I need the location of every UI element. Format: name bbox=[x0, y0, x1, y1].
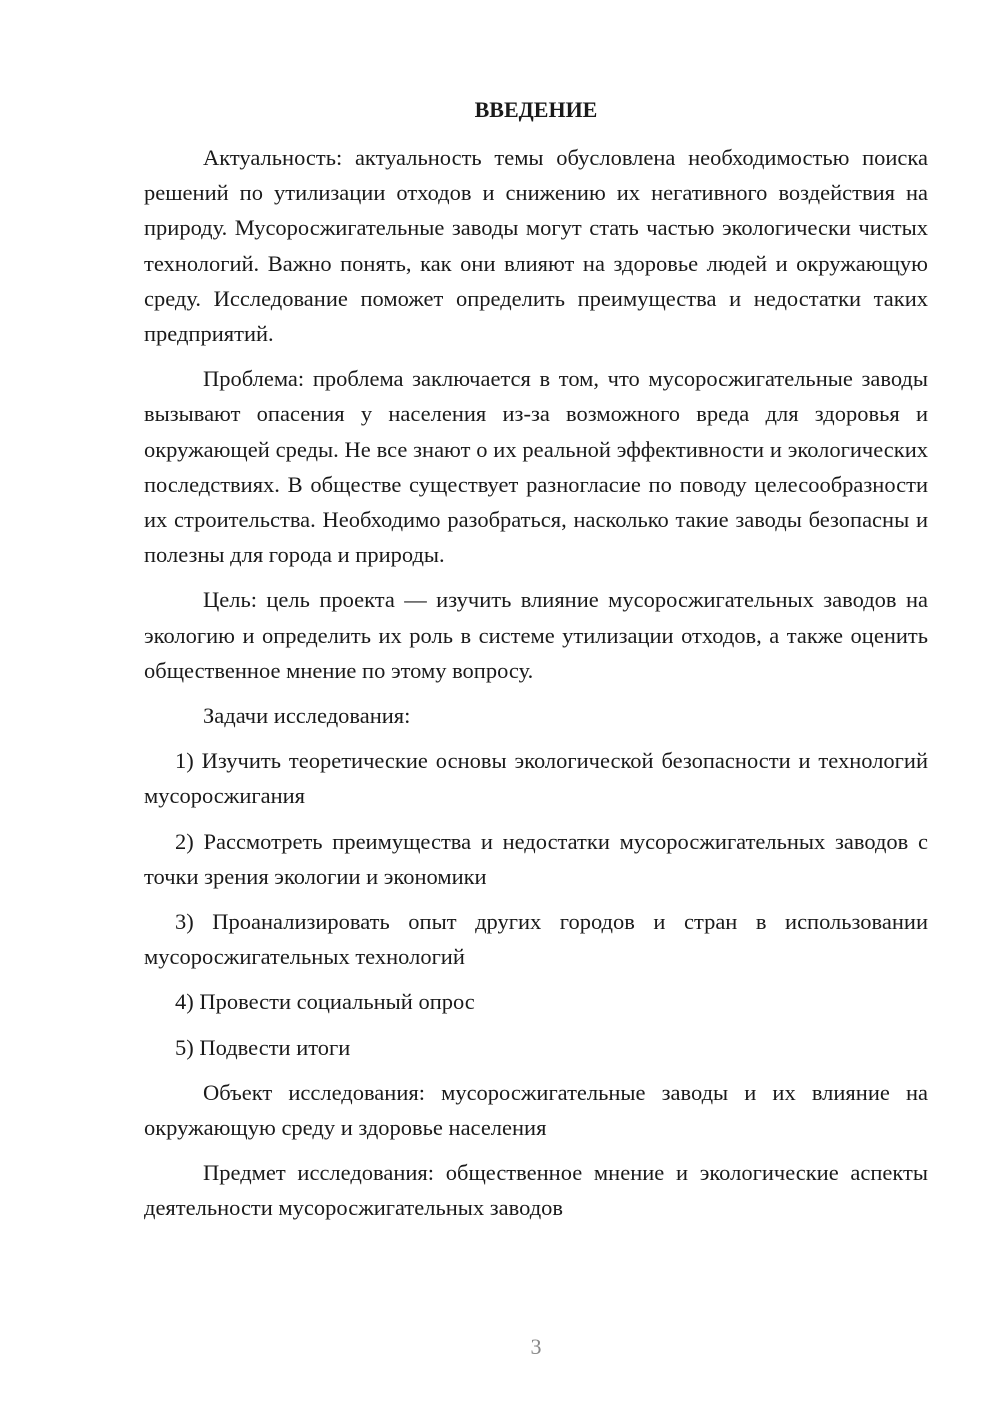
page-content bbox=[144, 94, 928, 1236]
relevance-paragraph: Актуальность: актуальность темы обусловлена необходимостью поиска решений по утилизации отходов и снижению их негативного воздействия на природу. Мусоросжигательные заводы могут стать частью экологически чистых технологий. Важно понять, как они влияют на здоровье людей и окружающую среду. Исследование поможет определить преимущества и недостатки таких предприятий. bbox=[144, 145, 928, 347]
task-item: 5) Подвести итоги bbox=[175, 1034, 351, 1060]
task-item: 1) Изучить теоретические основы экологической безопасности и технологий мусоросжигания bbox=[144, 748, 928, 809]
task-item: 2) Рассмотреть преимущества и недостатки мусоросжигательных заводов с точки зрения экологии и экономики bbox=[144, 828, 928, 889]
tasks-title: Задачи исследования: bbox=[203, 703, 411, 729]
subject-paragraph: Предмет исследования: общественное мнение и экологические аспекты деятельности мусоросжигательных заводов bbox=[144, 1160, 928, 1221]
page-number: 3 bbox=[530, 1334, 542, 1359]
task-item: 4) Провести социальный опрос bbox=[175, 989, 475, 1015]
task-item: 3) Проанализировать опыт других городов и стран в использовании мусоросжигательных технологий bbox=[144, 909, 928, 970]
object-paragraph: Объект исследования: мусоросжигательные заводы и их влияние на окружающую среду и здоровье населения bbox=[144, 1079, 928, 1141]
section-heading: ВВЕДЕНИЕ bbox=[474, 97, 598, 122]
problem-paragraph: Проблема: проблема заключается в том, что мусоросжигательные заводы вызывают опасения у населения из-за возможного вреда для здоровья и окружающей среды. Не все знают о их реальной эффективности и экологических последствиях. В обществе существует разногласие по поводу целесообразности их строительства. Необходимо разобраться, насколько такие заводы безопасны и полезны для города и природы. bbox=[144, 366, 928, 568]
tasks-list bbox=[144, 743, 928, 1065]
goal-paragraph: Цель: цель проекта — изучить влияние мусоросжигательных заводов на экологию и определить их роль в системе утилизации отходов, а также оценить общественное мнение по этому вопросу. bbox=[144, 587, 928, 683]
